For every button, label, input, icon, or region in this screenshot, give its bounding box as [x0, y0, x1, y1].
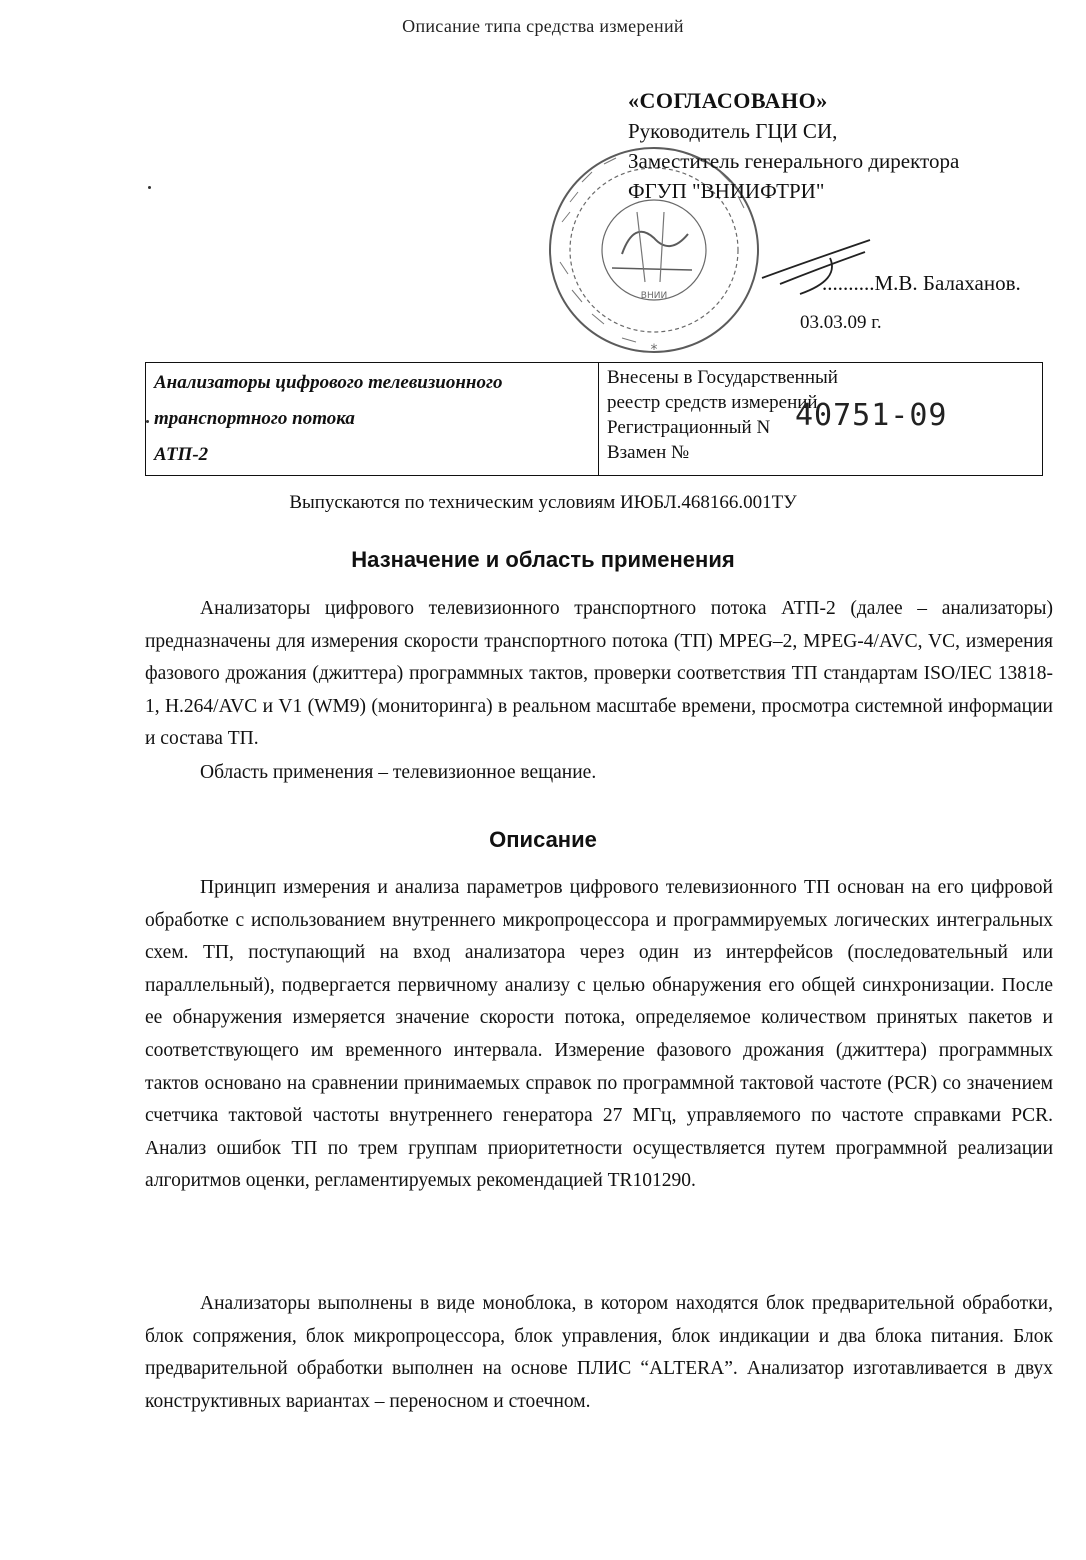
approval-role-line: Руководитель ГЦИ СИ,	[628, 119, 838, 143]
svg-text:*: *	[650, 342, 658, 358]
section-title-purpose: Назначение и область применения	[351, 547, 735, 572]
approval-position-line: Заместитель генерального директора	[628, 149, 960, 173]
section-title-description: Описание	[489, 827, 597, 852]
approval-date: 03.03.09 г.	[800, 312, 882, 333]
application-paragraph: Область применения – телевизионное вещание.	[200, 762, 597, 783]
handwritten-signature	[760, 228, 880, 298]
description-paragraph-principle: Принцип измерения и анализа параметров цифрового телевизионного ТП основан на его цифровой обработке с использованием внутреннего микропроцессора и программируемых логических интегральных схем. ТП, поступающий на вход анализатора через один из интерфейсов (последовательный или параллельный), подвергается первичному анализу с целью обнаружения его общей синхронизации. После ее обнаружения измеряется значение скорости потока, определяемое количеством принятых пакетов и соответствующего им временного интервала. Измерение фазового дрожания (джиттера) программных тактов основано на сравнении принимаемых справок по программной тактовой частоте (PCR) со значением счетчика тактовой частоты внутреннего генератора 27 МГц, управляемого по частоте справками PCR. Анализ ошибок ТП по трем группам приоритетности осуществляется путем программной реализации алгоритмов оценки, регламентируемых рекомендацией TR101290.	[145, 877, 1053, 1192]
instrument-model: АТП-2	[154, 444, 209, 465]
purpose-paragraph: Анализаторы цифрового телевизионного транспортного потока АТП-2 (далее – анализаторы) предназначены для измерения скорости транспортного потока (ТП) MPEG–2, MPEG-4/AVC, VC, измерения фазового дрожания (джиттера) программных тактов, проверки соответствия ТП стандартам ISO/IEC 13818-1, H.264/AVC и V1 (WM9) (мониторинга) в реальном масштабе времени, просмотра системной информации и состава ТП.	[145, 598, 1053, 750]
registry-number-label: Регистрационный N	[607, 417, 771, 438]
registry-number-handwritten: 40751-09	[795, 398, 948, 433]
document-type-header: Описание типа средства измерений	[402, 16, 684, 36]
registry-line: реестр средств измерений	[607, 392, 818, 413]
description-paragraph-design: Анализаторы выполнены в виде моноблока, в котором находятся блок предварительной обработки, блок сопряжения, блок микропроцессора, блок управления, блок индикации и два блока питания. Блок предварительной обработки выполнен на основе ПЛИС “ALTERA”. Анализатор изготавливается в двух конструктивных вариантах – переносном и стоечном.	[145, 1293, 1053, 1412]
approval-block	[628, 86, 1048, 333]
approval-organization-line: ФГУП "ВНИИФТРИ"	[628, 179, 825, 203]
svg-text:ВНИИ: ВНИИ	[640, 291, 668, 301]
registry-info-cell	[599, 363, 1043, 476]
replaces-label: Взамен №	[607, 442, 690, 463]
instrument-name-cell	[146, 363, 599, 476]
instrument-name-line: транспортного потока	[154, 408, 355, 429]
scan-artifact-dot	[148, 186, 151, 189]
approval-signer: ..........М.В. Балаханов.	[822, 271, 1021, 295]
registry-line: Внесены в Государственный	[607, 367, 838, 388]
technical-conditions-line: Выпускаются по техническим условиям ИЮБЛ.468166.001ТУ	[289, 492, 797, 513]
approval-title: «СОГЛАСОВАНО»	[628, 88, 828, 113]
instrument-name-line: Анализаторы цифрового телевизионного	[154, 372, 503, 393]
scan-artifact-dot	[146, 420, 149, 423]
registration-table	[145, 362, 1043, 476]
